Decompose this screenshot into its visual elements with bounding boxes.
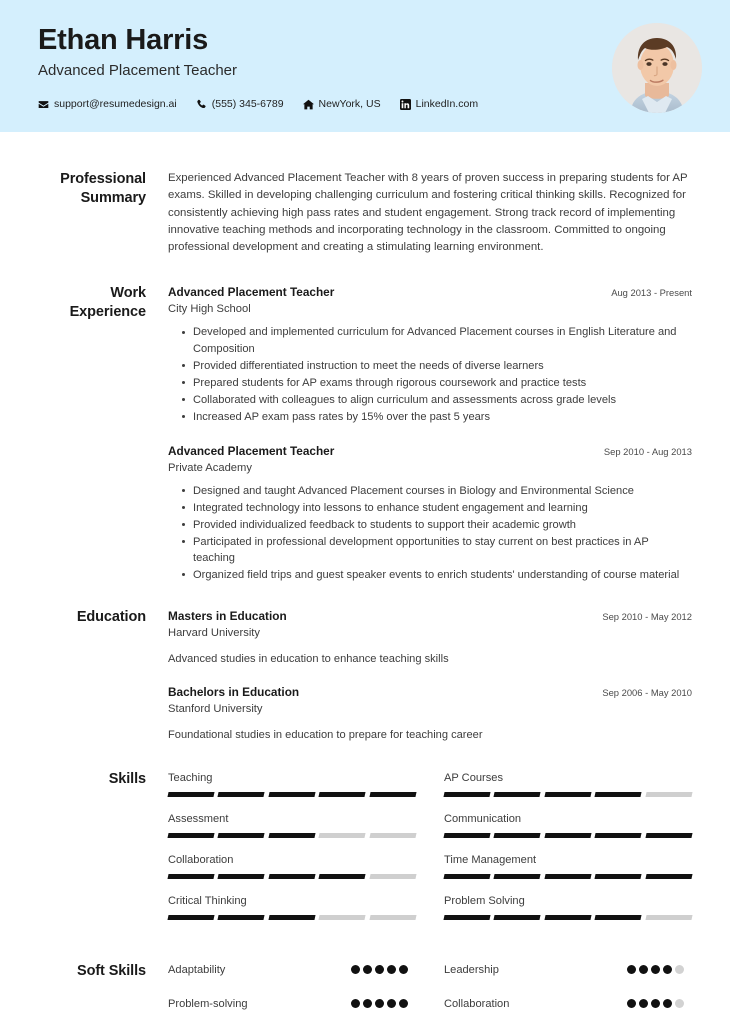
soft-skill-item <box>168 962 416 978</box>
section-label-work: Work Experience <box>69 285 146 321</box>
skill-bar-segment <box>167 792 214 797</box>
rating-dot <box>675 965 684 974</box>
skill-bar-segment <box>595 874 642 879</box>
linkedin-icon <box>400 99 411 110</box>
skill-name: Time Management <box>444 853 537 866</box>
skill-name: Communication <box>444 812 522 825</box>
summary-text: Experienced Advanced Placement Teacher with 8 years of proven success in preparing students for AP exams. Skilled in developing challenging curriculum and fostering critical thinking skills. Recognized for consistently achieving high pass rates and student engagement. Strong track record of implementing innovative teaching methods and incorporating technology in the classroom. Committed to ongoing professional development and creating a stimulating learning environment. <box>168 172 688 254</box>
contact-location-text: NewYork, US <box>318 98 381 110</box>
job-entry <box>168 284 692 424</box>
skill-name: Teaching <box>168 771 213 784</box>
skill-bar-segment <box>369 874 416 879</box>
resume-body <box>0 170 730 1024</box>
skill-item <box>444 770 692 797</box>
skill-level-bar <box>168 833 416 838</box>
skill-bar-segment <box>443 915 490 920</box>
rating-dot <box>375 965 384 974</box>
skill-item <box>444 852 692 879</box>
skill-bar-segment <box>319 833 366 838</box>
soft-skills-grid <box>168 962 692 1024</box>
skill-item <box>444 811 692 838</box>
rating-dot <box>375 999 384 1008</box>
skill-name: Critical Thinking <box>168 894 247 907</box>
rating-dot <box>399 965 408 974</box>
soft-skill-rating <box>351 999 416 1008</box>
rating-dot <box>675 999 684 1008</box>
skill-item <box>444 893 692 920</box>
candidate-name: Ethan Harris <box>38 24 209 56</box>
education-date: Sep 2010 - May 2012 <box>602 610 692 622</box>
section-label-summary: Professional Summary <box>60 171 146 206</box>
skill-bar-segment <box>319 874 366 879</box>
section-soft-skills <box>38 962 692 1024</box>
job-organization: Private Academy <box>168 461 252 474</box>
job-date: Aug 2013 - Present <box>611 287 692 299</box>
rating-dot <box>639 999 648 1008</box>
rating-dot <box>399 999 408 1008</box>
education-entry <box>168 608 692 667</box>
home-icon <box>303 99 314 110</box>
job-bullet: Integrated technology into lessons to enhance student engagement and learning <box>193 500 692 516</box>
skill-item <box>168 893 416 920</box>
phone-icon <box>196 99 207 110</box>
skill-bar-segment <box>645 833 692 838</box>
soft-skill-name: Collaboration <box>444 997 510 1010</box>
education-degree: Masters in Education <box>168 608 287 623</box>
soft-skill-rating <box>627 999 692 1008</box>
skill-name: Collaboration <box>168 853 234 866</box>
skill-bar-segment <box>645 792 692 797</box>
soft-skill-rating <box>351 965 416 974</box>
section-work-experience <box>38 284 692 583</box>
soft-skill-item <box>168 996 416 1012</box>
rating-dot <box>387 999 396 1008</box>
skill-bar-segment <box>443 874 490 879</box>
contact-email-text: support@resumedesign.ai <box>54 98 177 110</box>
rating-dot <box>627 965 636 974</box>
skill-bar-segment <box>167 833 214 838</box>
skill-bar-segment <box>443 792 490 797</box>
resume-header <box>0 0 730 132</box>
skill-bar-segment <box>595 833 642 838</box>
section-skills <box>38 770 692 934</box>
contact-phone-text: (555) 345-6789 <box>211 98 284 110</box>
skill-bar-segment <box>544 833 591 838</box>
skill-bar-segment <box>494 833 541 838</box>
skill-name: AP Courses <box>444 771 503 784</box>
section-label-education: Education <box>76 608 146 625</box>
rating-dot <box>627 999 636 1008</box>
rating-dot <box>363 965 372 974</box>
job-organization: City High School <box>168 303 251 316</box>
skill-bar-segment <box>494 874 541 879</box>
soft-skill-rating <box>627 965 692 974</box>
contact-row <box>38 98 704 111</box>
skill-bar-segment <box>595 915 642 920</box>
skill-bar-segment <box>645 874 692 879</box>
contact-location[interactable] <box>303 98 381 111</box>
skill-bar-segment <box>167 874 214 879</box>
skills-grid <box>168 770 692 934</box>
education-date: Sep 2006 - May 2010 <box>602 686 692 698</box>
skill-level-bar <box>168 792 416 797</box>
skill-bar-segment <box>443 833 490 838</box>
skill-bar-segment <box>268 874 315 879</box>
job-bullet: Provided differentiated instruction to meet the needs of diverse learners <box>193 358 692 374</box>
skill-item <box>168 770 416 797</box>
rating-dot <box>639 965 648 974</box>
section-label-soft-skills: Soft Skills <box>77 962 146 979</box>
candidate-job-title: Advanced Placement Teacher <box>38 62 238 79</box>
skill-bar-segment <box>494 915 541 920</box>
rating-dot <box>651 965 660 974</box>
rating-dot <box>663 965 672 974</box>
avatar <box>612 23 702 113</box>
skill-bar-segment <box>319 915 366 920</box>
skill-level-bar <box>168 874 416 879</box>
envelope-icon <box>38 99 49 110</box>
job-title: Advanced Placement Teacher <box>168 285 335 300</box>
skill-level-bar <box>444 915 692 920</box>
job-bullet: Participated in professional development opportunities to stay current on best practices in AP teaching <box>193 534 692 567</box>
job-bullet: Provided individualized feedback to students to support their academic growth <box>193 517 692 533</box>
education-entry <box>168 684 692 743</box>
skill-bar-segment <box>268 915 315 920</box>
skill-level-bar <box>444 833 692 838</box>
skill-bar-segment <box>218 915 265 920</box>
soft-skill-name: Problem-solving <box>168 997 248 1010</box>
rating-dot <box>363 999 372 1008</box>
rating-dot <box>351 999 360 1008</box>
job-bullet: Developed and implemented curriculum for Advanced Placement courses in English Literature and Composition <box>193 324 692 357</box>
skill-bar-segment <box>369 915 416 920</box>
job-bullet: Designed and taught Advanced Placement courses in Biology and Environmental Science <box>193 483 692 499</box>
job-bullet: Increased AP exam pass rates by 15% over the past 5 years <box>193 409 692 425</box>
contact-phone[interactable] <box>196 98 284 111</box>
soft-skill-name: Adaptability <box>168 963 226 976</box>
skill-bar-segment <box>218 874 265 879</box>
job-title: Advanced Placement Teacher <box>168 443 335 458</box>
skill-item <box>168 852 416 879</box>
section-professional-summary <box>38 170 692 256</box>
section-label-skills: Skills <box>108 770 146 787</box>
education-school: Harvard University <box>168 626 261 639</box>
skill-bar-segment <box>218 792 265 797</box>
skill-name: Problem Solving <box>444 894 525 907</box>
skill-bar-segment <box>369 833 416 838</box>
rating-dot <box>651 999 660 1008</box>
skill-name: Assessment <box>168 812 229 825</box>
skill-bar-segment <box>218 833 265 838</box>
soft-skill-item <box>444 962 692 978</box>
skill-bar-segment <box>544 874 591 879</box>
rating-dot <box>387 965 396 974</box>
contact-email[interactable] <box>38 98 177 111</box>
skill-bar-segment <box>544 915 591 920</box>
job-bullet: Organized field trips and guest speaker events to enrich students' understanding of course material <box>193 567 692 583</box>
skill-bar-segment <box>268 833 315 838</box>
job-bullets <box>168 324 692 424</box>
skill-bar-segment <box>645 915 692 920</box>
skill-bar-segment <box>544 792 591 797</box>
skill-level-bar <box>168 915 416 920</box>
job-date: Sep 2010 - Aug 2013 <box>603 445 692 457</box>
skill-bar-segment <box>268 792 315 797</box>
education-description: Foundational studies in education to prepare for teaching career <box>168 728 483 741</box>
soft-skill-name: Leadership <box>444 963 499 976</box>
job-bullet: Prepared students for AP exams through rigorous coursework and practice tests <box>193 375 692 391</box>
contact-linkedin-text: LinkedIn.com <box>415 98 479 110</box>
job-bullets <box>168 483 692 583</box>
skill-bar-segment <box>369 792 416 797</box>
job-bullet: Collaborated with colleagues to align curriculum and assessments across grade levels <box>193 392 692 408</box>
education-school: Stanford University <box>168 702 263 715</box>
rating-dot <box>351 965 360 974</box>
skill-level-bar <box>444 874 692 879</box>
education-description: Advanced studies in education to enhance teaching skills <box>168 652 449 665</box>
skill-item <box>168 811 416 838</box>
skill-bar-segment <box>494 792 541 797</box>
education-degree: Bachelors in Education <box>168 684 300 699</box>
skill-bar-segment <box>167 915 214 920</box>
skill-bar-segment <box>319 792 366 797</box>
contact-linkedin[interactable] <box>400 98 478 111</box>
section-education <box>38 608 692 743</box>
rating-dot <box>663 999 672 1008</box>
job-entry <box>168 443 692 583</box>
soft-skill-item <box>444 996 692 1012</box>
skill-bar-segment <box>595 792 642 797</box>
skill-level-bar <box>444 792 692 797</box>
